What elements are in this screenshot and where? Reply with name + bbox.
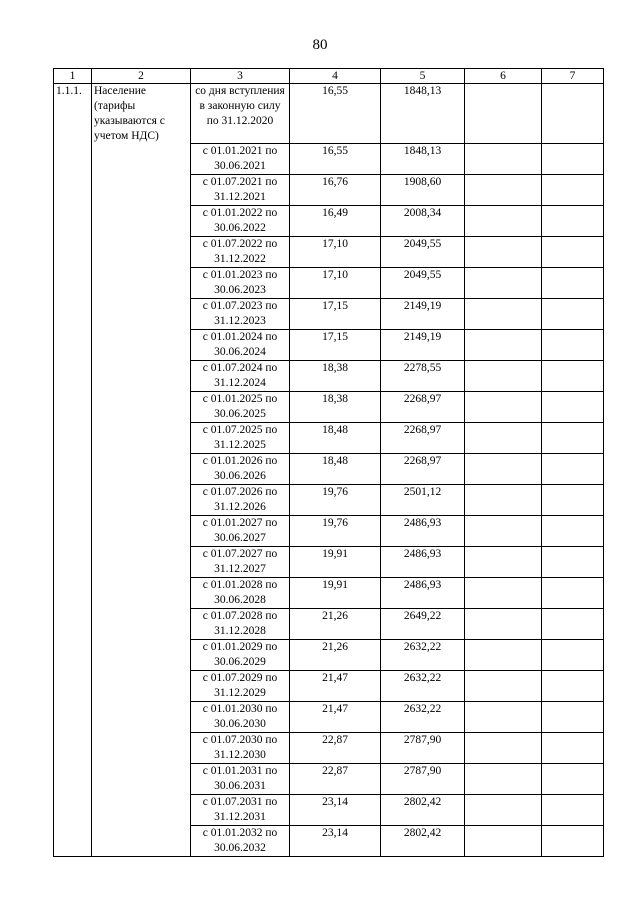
column-5-cell: 2049,55 xyxy=(381,237,465,268)
column-4-cell: 16,76 xyxy=(290,175,381,206)
column-6-cell xyxy=(465,84,542,144)
column-6-cell xyxy=(465,826,542,857)
column-7-cell xyxy=(542,795,604,826)
column-4-cell: 16,55 xyxy=(290,84,381,144)
column-5-cell: 2787,90 xyxy=(381,764,465,795)
column-4-cell: 17,10 xyxy=(290,237,381,268)
column-7-cell xyxy=(542,144,604,175)
period-cell: с 01.07.2031 по 31.12.2031 xyxy=(191,795,290,826)
column-4-cell: 17,10 xyxy=(290,268,381,299)
column-4-cell: 21,47 xyxy=(290,702,381,733)
period-cell: с 01.01.2026 по 30.06.2026 xyxy=(191,454,290,485)
column-header: 5 xyxy=(381,69,465,84)
period-cell: с 01.07.2023 по 31.12.2023 xyxy=(191,299,290,330)
column-6-cell xyxy=(465,392,542,423)
column-6-cell xyxy=(465,609,542,640)
period-cell: с 01.07.2030 по 31.12.2030 xyxy=(191,733,290,764)
column-4-cell: 22,87 xyxy=(290,764,381,795)
period-cell: с 01.01.2021 по 30.06.2021 xyxy=(191,144,290,175)
period-cell: с 01.07.2026 по 31.12.2026 xyxy=(191,485,290,516)
column-7-cell xyxy=(542,361,604,392)
column-7-cell xyxy=(542,764,604,795)
period-cell: с 01.01.2030 по 30.06.2030 xyxy=(191,702,290,733)
period-cell: с 01.07.2028 по 31.12.2028 xyxy=(191,609,290,640)
column-4-cell: 19,76 xyxy=(290,485,381,516)
column-4-cell: 23,14 xyxy=(290,826,381,857)
column-7-cell xyxy=(542,423,604,454)
column-7-cell xyxy=(542,578,604,609)
period-cell: с 01.01.2024 по 30.06.2024 xyxy=(191,330,290,361)
period-cell: с 01.01.2025 по 30.06.2025 xyxy=(191,392,290,423)
column-header: 1 xyxy=(54,69,92,84)
period-cell: с 01.07.2025 по 31.12.2025 xyxy=(191,423,290,454)
column-5-cell: 2802,42 xyxy=(381,826,465,857)
column-7-cell xyxy=(542,237,604,268)
column-5-cell: 2268,97 xyxy=(381,423,465,454)
column-4-cell: 18,48 xyxy=(290,423,381,454)
column-7-cell xyxy=(542,330,604,361)
column-4-cell: 17,15 xyxy=(290,330,381,361)
column-header: 7 xyxy=(542,69,604,84)
column-6-cell xyxy=(465,361,542,392)
period-cell: с 01.07.2027 по 31.12.2027 xyxy=(191,547,290,578)
column-6-cell xyxy=(465,578,542,609)
column-5-cell: 1848,13 xyxy=(381,144,465,175)
column-7-cell xyxy=(542,206,604,237)
period-cell: с 01.07.2022 по 31.12.2022 xyxy=(191,237,290,268)
column-5-cell: 2632,22 xyxy=(381,702,465,733)
column-4-cell: 21,47 xyxy=(290,671,381,702)
period-cell: с 01.07.2021 по 31.12.2021 xyxy=(191,175,290,206)
tariff-table xyxy=(53,68,604,857)
column-5-cell: 2486,93 xyxy=(381,578,465,609)
column-5-cell: 2149,19 xyxy=(381,330,465,361)
column-6-cell xyxy=(465,764,542,795)
column-4-cell: 22,87 xyxy=(290,733,381,764)
column-7-cell xyxy=(542,299,604,330)
column-7-cell xyxy=(542,640,604,671)
group-code-cell: 1.1.1. xyxy=(54,84,92,857)
column-7-cell xyxy=(542,268,604,299)
column-4-cell: 18,48 xyxy=(290,454,381,485)
page-number: 80 xyxy=(312,37,328,53)
column-6-cell xyxy=(465,330,542,361)
column-6-cell xyxy=(465,640,542,671)
column-7-cell xyxy=(542,702,604,733)
column-header: 6 xyxy=(465,69,542,84)
column-4-cell: 16,55 xyxy=(290,144,381,175)
column-5-cell: 2787,90 xyxy=(381,733,465,764)
column-7-cell xyxy=(542,454,604,485)
column-6-cell xyxy=(465,206,542,237)
column-6-cell xyxy=(465,175,542,206)
column-6-cell xyxy=(465,299,542,330)
column-7-cell xyxy=(542,485,604,516)
column-7-cell xyxy=(542,733,604,764)
column-7-cell xyxy=(542,826,604,857)
column-4-cell: 23,14 xyxy=(290,795,381,826)
period-cell: со дня вступления в законную силу по 31.12.2020 xyxy=(191,84,290,144)
column-6-cell xyxy=(465,795,542,826)
column-4-cell: 19,91 xyxy=(290,547,381,578)
column-6-cell xyxy=(465,547,542,578)
column-5-cell: 2486,93 xyxy=(381,516,465,547)
column-7-cell xyxy=(542,516,604,547)
column-5-cell: 2268,97 xyxy=(381,454,465,485)
period-cell: с 01.01.2031 по 30.06.2031 xyxy=(191,764,290,795)
column-5-cell: 2049,55 xyxy=(381,268,465,299)
table-row xyxy=(54,84,604,144)
column-7-cell xyxy=(542,84,604,144)
column-7-cell xyxy=(542,609,604,640)
column-4-cell: 16,49 xyxy=(290,206,381,237)
column-5-cell: 2149,19 xyxy=(381,299,465,330)
column-6-cell xyxy=(465,237,542,268)
column-5-cell: 2268,97 xyxy=(381,392,465,423)
column-6-cell xyxy=(465,454,542,485)
column-header: 2 xyxy=(92,69,191,84)
header-row xyxy=(54,69,604,84)
period-cell: с 01.01.2028 по 30.06.2028 xyxy=(191,578,290,609)
column-6-cell xyxy=(465,733,542,764)
column-4-cell: 21,26 xyxy=(290,640,381,671)
column-7-cell xyxy=(542,392,604,423)
column-4-cell: 18,38 xyxy=(290,392,381,423)
column-7-cell xyxy=(542,671,604,702)
column-6-cell xyxy=(465,702,542,733)
column-6-cell xyxy=(465,268,542,299)
period-cell: с 01.01.2022 по 30.06.2022 xyxy=(191,206,290,237)
period-cell: с 01.07.2024 по 31.12.2024 xyxy=(191,361,290,392)
column-4-cell: 19,76 xyxy=(290,516,381,547)
column-header: 3 xyxy=(191,69,290,84)
column-6-cell xyxy=(465,671,542,702)
column-5-cell: 1848,13 xyxy=(381,84,465,144)
column-6-cell xyxy=(465,516,542,547)
column-4-cell: 17,15 xyxy=(290,299,381,330)
column-7-cell xyxy=(542,547,604,578)
period-cell: с 01.01.2027 по 30.06.2027 xyxy=(191,516,290,547)
column-5-cell: 1908,60 xyxy=(381,175,465,206)
column-5-cell: 2486,93 xyxy=(381,547,465,578)
column-6-cell xyxy=(465,144,542,175)
column-5-cell: 2649,22 xyxy=(381,609,465,640)
column-5-cell: 2632,22 xyxy=(381,640,465,671)
column-6-cell xyxy=(465,485,542,516)
column-4-cell: 18,38 xyxy=(290,361,381,392)
column-4-cell: 19,91 xyxy=(290,578,381,609)
column-6-cell xyxy=(465,423,542,454)
period-cell: с 01.01.2032 по 30.06.2032 xyxy=(191,826,290,857)
period-cell: с 01.07.2029 по 31.12.2029 xyxy=(191,671,290,702)
group-name-cell: Население (тарифы указываются с учетом НДС) xyxy=(92,84,191,857)
period-cell: с 01.01.2023 по 30.06.2023 xyxy=(191,268,290,299)
column-5-cell: 2008,34 xyxy=(381,206,465,237)
column-5-cell: 2278,55 xyxy=(381,361,465,392)
column-7-cell xyxy=(542,175,604,206)
column-5-cell: 2802,42 xyxy=(381,795,465,826)
column-5-cell: 2501,12 xyxy=(381,485,465,516)
period-cell: с 01.01.2029 по 30.06.2029 xyxy=(191,640,290,671)
column-4-cell: 21,26 xyxy=(290,609,381,640)
column-5-cell: 2632,22 xyxy=(381,671,465,702)
column-header: 4 xyxy=(290,69,381,84)
